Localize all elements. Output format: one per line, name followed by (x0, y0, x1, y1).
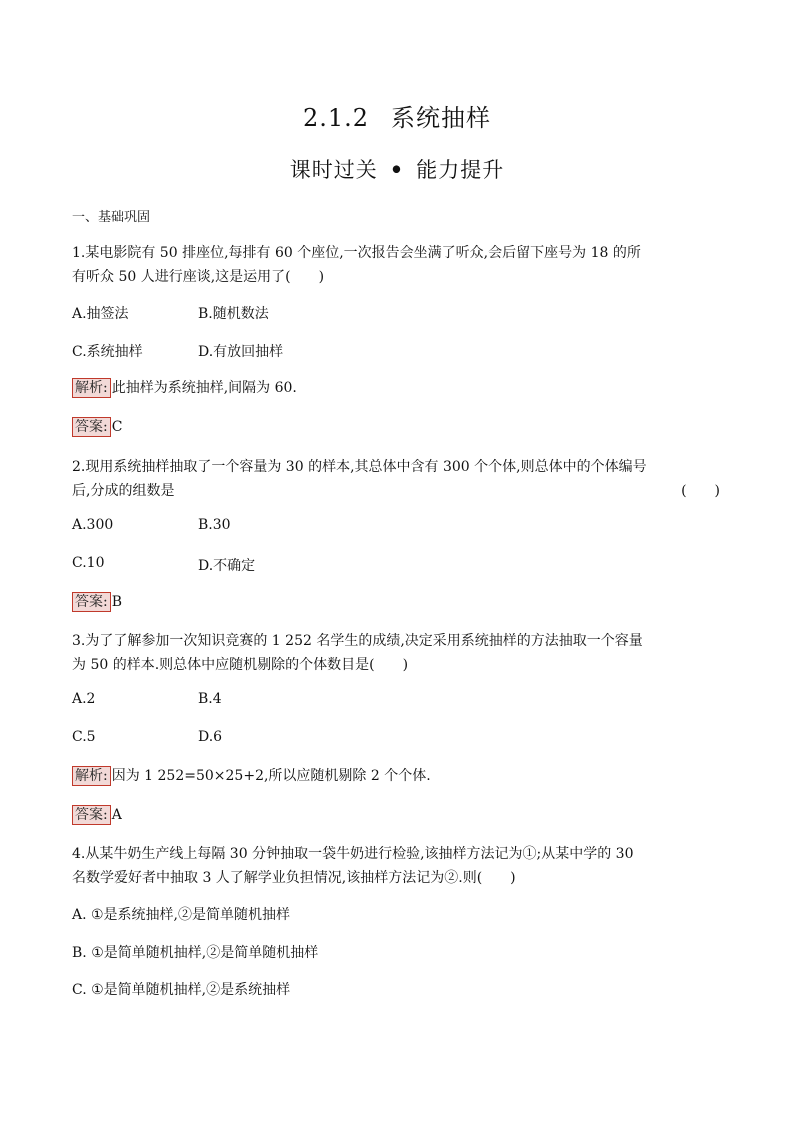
subtitle-left: 课时过关 (289, 158, 378, 182)
question-3-line-2: 为 50 的样本.则总体中应随机剔除的个体数目是( ) (72, 657, 409, 673)
q2-answer (72, 592, 122, 612)
analysis-label: 解析: (72, 766, 111, 786)
question-1-line-2: 有听众 50 人进行座谈,这是运用了( ) (72, 269, 325, 285)
question-1 (72, 241, 722, 289)
q3-answer (72, 805, 122, 825)
answer-label: 答案: (72, 805, 111, 825)
q3-option-d: D.6 (198, 729, 223, 745)
q2-option-d: D.不确定 (198, 558, 256, 574)
section-heading: 一、基础巩固 (72, 210, 151, 225)
q3-analysis-text: 因为 1 252=50×25+2,所以应随机剔除 2 个个体. (111, 768, 431, 784)
analysis-label: 解析: (72, 378, 111, 398)
question-2-line-2-text: 后,分成的组数是 (72, 483, 175, 499)
q4-option-c: C. ①是简单随机抽样,②是系统抽样 (72, 982, 291, 998)
question-4 (72, 842, 722, 890)
question-3 (72, 629, 722, 677)
question-4-line-1: 4.从某牛奶生产线上每隔 30 分钟抽取一袋牛奶进行检验,该抽样方法记为①;从某中学的 30 (72, 846, 634, 862)
subtitle-right: 能力提升 (416, 158, 505, 182)
q4-option-b: B. ①是简单随机抽样,②是简单随机抽样 (72, 945, 319, 961)
page-title (0, 98, 794, 133)
q1-analysis (72, 378, 297, 398)
q1-analysis-text: 此抽样为系统抽样,间隔为 60. (111, 380, 297, 396)
q3-option-c: C.5 (72, 729, 96, 745)
q1-option-c: C.系统抽样 (72, 344, 143, 360)
q2-option-c: C.10 (72, 555, 105, 571)
q3-analysis (72, 766, 431, 786)
q1-option-a: A.抽签法 (72, 306, 129, 322)
answer-label: 答案: (72, 417, 111, 437)
question-2-line-2 (72, 479, 722, 503)
question-4-line-2: 名数学爱好者中抽取 3 人了解学业负担情况,该抽样方法记为②.则( ) (72, 870, 516, 886)
q3-answer-text: A (111, 807, 122, 823)
question-1-line-1: 1.某电影院有 50 排座位,每排有 60 个座位,一次报告会坐满了听众,会后留下座号为 18 的所 (72, 245, 641, 261)
question-2-line-1: 2.现用系统抽样抽取了一个容量为 30 的样本,其总体中含有 300 个个体,则总体中的个体编号 (72, 459, 647, 475)
q1-option-d: D.有放回抽样 (198, 344, 284, 360)
answer-label: 答案: (72, 592, 111, 612)
question-2-paren: ( ) (681, 483, 720, 499)
title-number: 2.1.2 (302, 104, 370, 132)
q3-option-b: B.4 (198, 691, 222, 707)
q1-answer (72, 417, 122, 437)
q1-answer-text: C (111, 419, 123, 435)
question-2 (72, 455, 722, 503)
title-text: 系统抽样 (391, 104, 492, 132)
page-subtitle (0, 154, 794, 184)
question-3-line-1: 3.为了了解参加一次知识竞赛的 1 252 名学生的成绩,决定采用系统抽样的方法抽取一个容量 (72, 633, 643, 649)
q2-option-a: A.300 (72, 517, 114, 533)
q2-option-b: B.30 (198, 517, 231, 533)
q3-option-a: A.2 (72, 691, 96, 707)
q2-answer-text: B (111, 594, 123, 610)
q1-option-b: B.随机数法 (198, 306, 269, 322)
subtitle-dot: • (389, 157, 405, 182)
q4-option-a: A. ①是系统抽样,②是简单随机抽样 (72, 907, 291, 923)
